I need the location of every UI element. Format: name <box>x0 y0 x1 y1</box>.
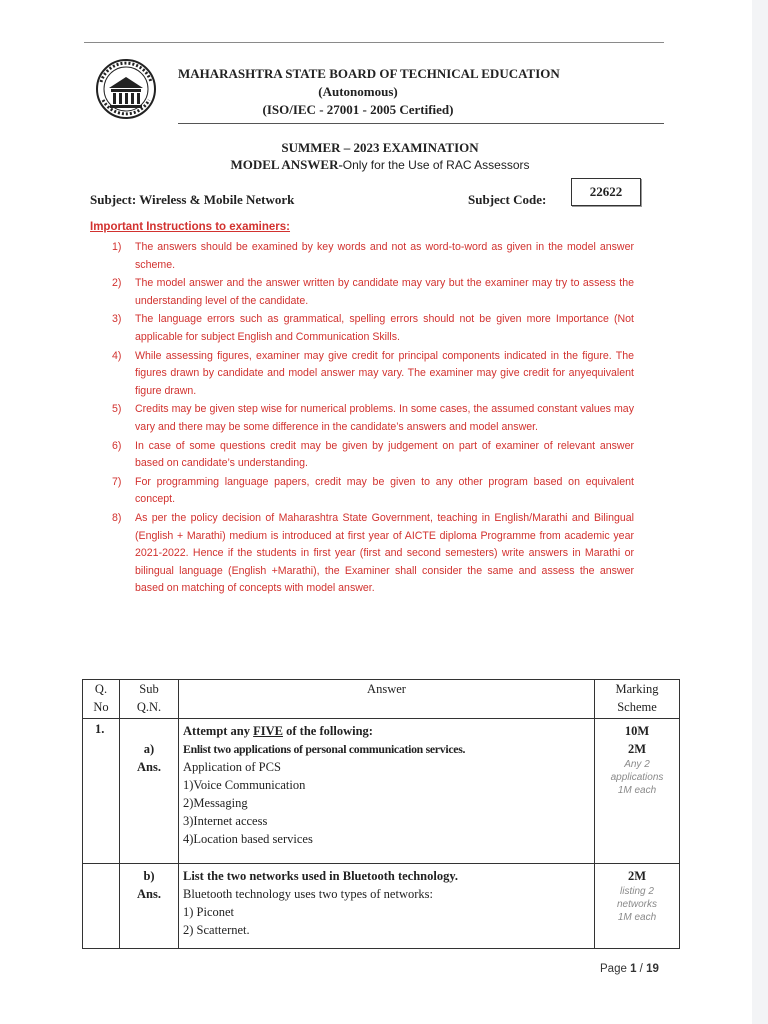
instruction-text: For programming language papers, credit may be given to any other program based on equivalent concept. <box>135 475 634 506</box>
answer-line: Application of PCS <box>183 760 281 774</box>
page-number: Page 1 / 19 <box>600 963 659 975</box>
instruction-number: 7) <box>112 475 122 488</box>
marking-note: listing 2 <box>620 886 654 897</box>
answer-line: 1)Voice Communication <box>183 778 306 792</box>
instruction-item <box>112 311 634 346</box>
ans-label: Ans. <box>137 887 161 901</box>
question-text: List the two networks used in Bluetooth technology. <box>183 869 459 883</box>
instruction-text: Credits may be given step wise for numerical problems. In some cases, the assumed constant values may vary and there may be some difference in the candidate’s answers and model answer. <box>135 403 634 433</box>
answer-cell <box>179 719 595 864</box>
msbte-logo <box>95 58 157 120</box>
answer-line: 1) Piconet <box>183 905 235 919</box>
sub-question-cell <box>120 864 179 949</box>
marking-cell <box>595 864 680 949</box>
answer-line: 4)Location based services <box>183 832 313 846</box>
exam-title: SUMMER – 2023 EXAMINATION <box>281 140 479 155</box>
instruction-number: 3) <box>112 313 122 326</box>
col-header-subqn: Sub Q.N. <box>120 680 179 719</box>
marking-cell <box>595 719 680 864</box>
subject-code-label: Subject Code: <box>468 192 547 207</box>
instruction-number: 5) <box>112 403 122 416</box>
instruction-number: 2) <box>112 277 122 290</box>
instructions-heading: Important Instructions to examiners: <box>90 221 291 233</box>
subject-code-box: 22622 <box>571 178 641 206</box>
answer-cell <box>179 864 595 949</box>
answer-line: 2)Messaging <box>183 796 248 810</box>
question-marks: 2M <box>627 869 647 883</box>
instruction-item <box>112 510 634 598</box>
marking-note: Any 2 <box>624 759 650 770</box>
question-number <box>83 864 120 949</box>
col-header-qno: Q. No <box>83 680 120 719</box>
page-current: 1 <box>630 963 637 975</box>
model-answer-line <box>180 157 580 173</box>
instruction-item <box>112 239 634 274</box>
instruction-text: The model answer and the answer written by candidate may vary but the examiner may try to assess the understanding level of the candidate. <box>135 277 634 307</box>
table-row <box>83 719 680 864</box>
group-marks: 10M <box>624 724 650 738</box>
instruction-item <box>112 348 634 401</box>
instruction-number: 4) <box>112 349 122 362</box>
subject-label: Subject: Wireless & Mobile Network <box>90 192 295 207</box>
top-rule <box>84 42 664 43</box>
marking-note: 1M each <box>617 912 657 923</box>
col-header-marking: Marking Scheme <box>595 680 680 719</box>
instruction-number: 6) <box>112 439 122 452</box>
marking-note: 1M each <box>617 785 657 796</box>
page-total: 19 <box>646 963 659 975</box>
marking-note: networks <box>616 899 657 910</box>
board-autonomous: (Autonomous) <box>318 84 398 99</box>
instruction-text: The language errors such as grammatical, spelling errors should not be given more Importance (Not applicable for subject English and Communication Skills. <box>135 313 634 343</box>
model-answer-suffix: Only for the Use of RAC Assessors <box>342 158 530 172</box>
sub-question-label: a) <box>143 742 155 756</box>
answer-line: Bluetooth technology uses two types of networks: <box>183 887 433 901</box>
answer-line: 2) Scatternet. <box>183 923 250 937</box>
instructions-list <box>112 239 634 599</box>
table-row <box>83 864 680 949</box>
col-header-answer: Answer <box>179 680 595 719</box>
header-rule <box>178 123 664 124</box>
instruction-number: 8) <box>112 511 122 524</box>
answer-line: 3)Internet access <box>183 814 268 828</box>
table-header-row <box>83 680 680 719</box>
instruction-text: As per the policy decision of Maharashtra State Government, teaching in English/Marathi and Bilingual (English + Marathi) medium is introduced at first year of AICTE diploma Programme from academic year 2021-2022. Hence if the students in first year (first and second semesters) write answers in Marathi or bilingual language (English +Marathi), the Examiner shall consider the same and assess the answer based on matching of concepts with model answer. <box>135 511 634 595</box>
instruction-text: While assessing figures, examiner may give credit for principal components indicated in the figure. The figures drawn by candidate and model answer may vary. The examiner may give credit for anyequivalent figure drawn. <box>135 349 634 397</box>
instruction-text: In case of some questions credit may be given by judgement on part of examiner of relevant answer based on candidate’s understanding. <box>135 439 634 470</box>
sub-question-cell <box>120 719 179 864</box>
group-heading: Attempt any FIVE of the following: <box>183 724 373 738</box>
instruction-item <box>112 474 634 509</box>
marking-note: applications <box>610 772 664 783</box>
sub-question-label: b) <box>143 869 155 883</box>
question-marks: 2M <box>627 742 647 756</box>
instruction-text: The answers should be examined by key words and not as word-to-word as given in the model answer scheme. <box>135 241 634 271</box>
board-name: MAHARASHTRA STATE BOARD OF TECHNICAL EDUCATION <box>178 66 560 81</box>
instruction-item <box>112 275 634 310</box>
board-certification: (ISO/IEC - 27001 - 2005 Certified) <box>262 102 454 117</box>
answer-table <box>82 679 680 949</box>
instruction-item <box>112 401 634 436</box>
instruction-item <box>112 438 634 473</box>
question-text: Enlist two applications of personal communication services. <box>183 742 466 756</box>
instruction-number: 1) <box>112 241 122 253</box>
ans-label: Ans. <box>137 760 161 774</box>
question-number: 1. <box>83 719 120 864</box>
model-answer-prefix: MODEL ANSWER- <box>230 157 343 172</box>
scrollbar[interactable] <box>752 0 768 1024</box>
